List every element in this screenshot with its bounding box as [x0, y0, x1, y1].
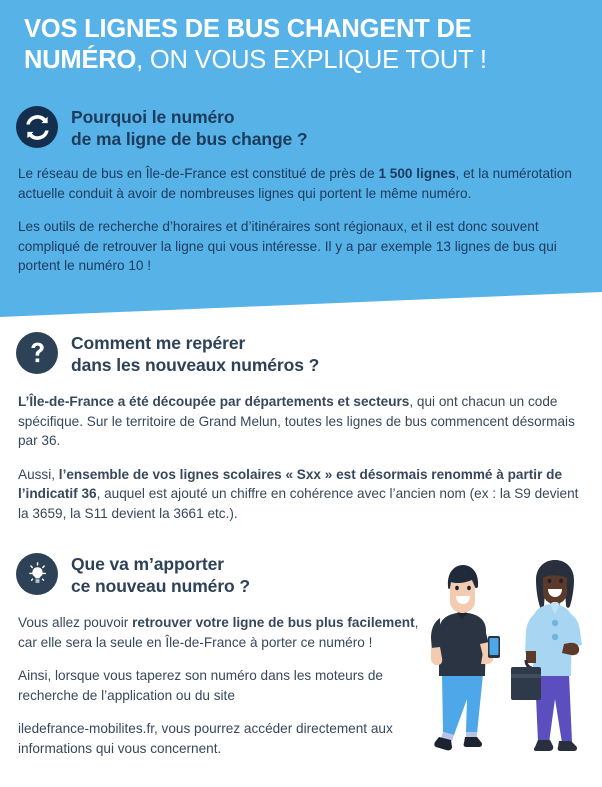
two-people-illustration — [428, 556, 602, 787]
section-benefit-title-line2: ce nouveau numéro ? — [71, 576, 250, 596]
paragraph-text: , auquel est ajouté un chiffre en cohérence avec l’ancien nom (ex : la S9 devient la 3659, la S11 devient la 3661 etc.). — [18, 486, 579, 521]
section-why-title — [71, 104, 308, 150]
section-locate-title-line2: dans les nouveaux numéros ? — [71, 355, 320, 375]
paragraph-text: Le réseau de bus en Île-de-France est constitué de près de — [18, 166, 379, 181]
woman-with-briefcase — [511, 560, 582, 751]
section-locate-body — [0, 392, 602, 524]
section-why-paragraph-2: Les outils de recherche d’horaires et d’itinéraires sont régionaux, et il est donc souvent compliqué de retrouver la ligne qui vous intéresse. Il y a par exemple 13 lignes de bus qui portent le numéro 10 ! — [18, 219, 557, 274]
section-locate-title-line1: Comment me repérer — [71, 333, 246, 353]
section-locate-paragraph-1 — [18, 392, 584, 451]
section-why-number-changes — [0, 104, 602, 276]
section-why-header — [0, 104, 602, 150]
section-locate-paragraph-2 — [18, 465, 584, 524]
paragraph-text: , et la numérotation actuelle conduit à avoir de nombreuses lignes qui portent le même numéro. — [18, 166, 572, 201]
section-how-to-locate — [0, 330, 602, 524]
young-man-with-smartphone — [431, 565, 500, 750]
paragraph-text: , car elle sera la seule en Île-de-France à porter ce numéro ! — [18, 615, 419, 650]
paragraph-bold: l’ensemble de vos lignes scolaires « Sxx » est désormais renommé à partir de l’indicatif 36 — [18, 466, 562, 502]
section-locate-header — [0, 330, 602, 376]
paragraph-text: Aussi, — [18, 466, 59, 482]
headline-bold: VOS LIGNES DE BUS CHANGENT DE NUMÉRO — [24, 15, 472, 74]
section-why-title-line1: Pourquoi le numéro — [71, 107, 235, 127]
headline-regular: , ON VOUS EXPLIQUE TOUT ! — [136, 46, 487, 74]
refresh-cycle-icon — [16, 106, 58, 148]
section-why-title-line2: de ma ligne de bus change ? — [71, 129, 308, 149]
paragraph-bold: L’Île-de-France a été découpée par départements et secteurs — [18, 394, 410, 409]
section-benefit-paragraph-1 — [18, 613, 438, 652]
section-benefit-paragraph-3: iledefrance-mobilites.fr, vous pourrez accéder directement aux informations qui vous concernent. — [18, 721, 393, 756]
paragraph-bold: 1 500 lignes — [378, 166, 456, 181]
section-benefit-body — [0, 613, 456, 759]
lightbulb-icon — [16, 553, 58, 595]
section-why-paragraph-1 — [18, 164, 584, 203]
paragraph-bold: retrouver votre ligne de bus plus facilement — [132, 615, 415, 630]
page-title — [24, 14, 554, 76]
paragraph-text: Vous allez pouvoir — [18, 615, 133, 630]
section-benefit-title — [71, 551, 250, 597]
section-why-body — [0, 164, 602, 276]
question-mark-icon — [16, 332, 58, 374]
paragraph-text: , qui ont chacun un code spécifique. Sur le territoire de Grand Melun, toutes les lignes de bus commencent désormais par 36. — [18, 394, 575, 449]
section-benefit-paragraph-2: Ainsi, lorsque vous taperez son numéro dans les moteurs de recherche de l’application ou du site — [18, 668, 383, 703]
section-locate-title — [71, 330, 319, 376]
section-benefit-title-line1: Que va m’apporter — [71, 554, 224, 574]
